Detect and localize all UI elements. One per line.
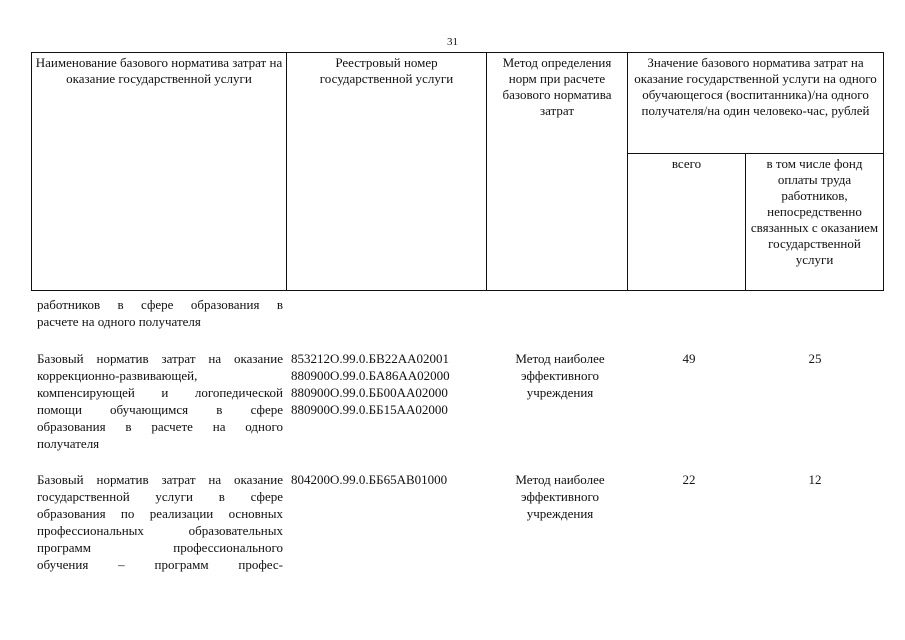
row-1-name-line: Базовый норматив затрат на оказание: [37, 351, 283, 366]
row-1-name-line: коррекционно-развивающей,: [37, 368, 198, 383]
header-method: Метод определения норм при расчете базового норматива затрат: [487, 53, 628, 291]
row-2-name-line: Базовый норматив затрат на оказание: [37, 472, 283, 487]
row-2-service-name: [37, 471, 283, 573]
row-2-registry-number: [291, 471, 487, 488]
header-total: всего: [628, 154, 746, 291]
row-0-name-line: работников в сфере образования в: [37, 297, 283, 312]
row-2-name-line: образования по реализации основных: [37, 506, 283, 521]
page-number: 31: [447, 36, 458, 48]
row-2-name-line: программ профессионального: [37, 540, 283, 555]
table-header: [31, 52, 884, 291]
header-service-name: Наименование базового норматива затрат на оказание государственной услуги: [32, 53, 287, 291]
registry-code: 880900О.99.0.ББ00АА02000: [291, 385, 448, 400]
method-line: Метод наиболее: [515, 472, 605, 487]
row-1-name-line: компенсирующей и логопедической: [37, 385, 283, 400]
row-2-payroll-fund: 12: [808, 472, 822, 487]
registry-code: 880900О.99.0.ББ15АА02000: [291, 402, 448, 417]
row-0-service-name: [37, 296, 283, 330]
row-2-method: [490, 471, 630, 522]
method-line: учреждения: [526, 506, 594, 521]
registry-code: 880900О.99.0.БА86АА02000: [291, 368, 450, 383]
row-1-name-line: помощи обучающимся в сфере: [37, 402, 283, 417]
header-norm-value: Значение базового норматива затрат на оказание государственной услуги на одного обучающегося (воспитанника)/на одного получателя/на один человеко-час, рублей: [628, 53, 884, 154]
row-1-total: 49: [682, 351, 696, 366]
method-line: эффективного: [521, 489, 599, 504]
registry-code: 804200О.99.0.ББ65АВ01000: [291, 472, 448, 487]
row-1-method: [490, 350, 630, 401]
header-registry-number: Реестровый номер государственной услуги: [287, 53, 487, 291]
row-1-name-line: получателя: [37, 436, 100, 451]
row-0-name-line: расчете на одного получателя: [37, 314, 201, 329]
row-2-name-line: профессиональных образовательных: [37, 523, 283, 538]
row-1-registry-number: [291, 350, 487, 418]
row-1-payroll-fund: 25: [808, 351, 822, 366]
row-2-name-line: обучения – программ профес-: [37, 557, 283, 572]
method-line: эффективного: [521, 368, 599, 383]
row-1-service-name: [37, 350, 283, 452]
method-line: учреждения: [526, 385, 594, 400]
row-2-total: 22: [682, 472, 696, 487]
row-2-name-line: государственной услуги в сфере: [37, 489, 283, 504]
registry-code: 853212О.99.0.БВ22АА02001: [291, 351, 450, 366]
row-1-name-line: образования в расчете на одного: [37, 419, 283, 434]
header-payroll-fund: в том числе фонд оплаты труда работников, непосредственно связанных с оказанием государственной услуги: [746, 154, 884, 291]
method-line: Метод наиболее: [515, 351, 605, 366]
